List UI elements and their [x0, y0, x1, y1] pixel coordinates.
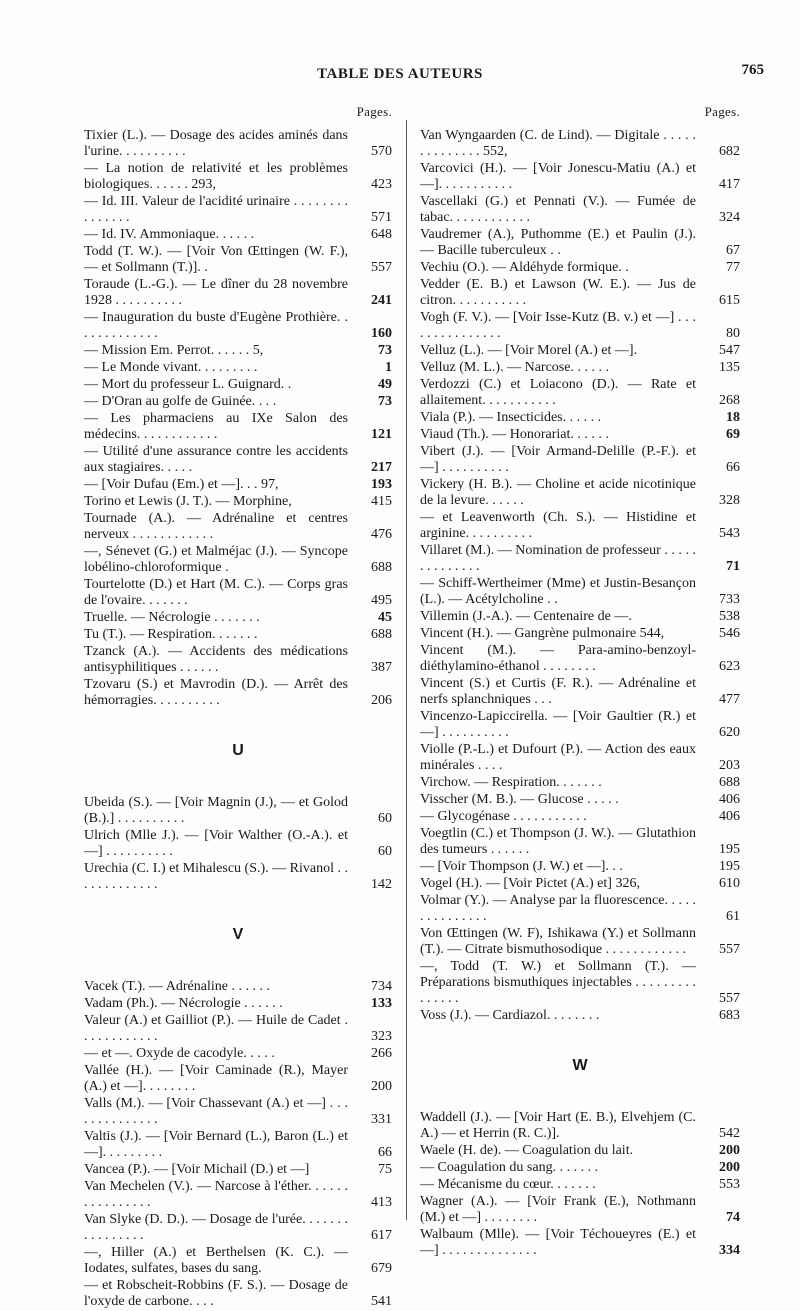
entry-text: Wagner (A.). — [Voir Frank (E.), Nothmann (M.) et —] . . . . . . . . [420, 1194, 696, 1225]
entry-text: — Mission Em. Perrot. . . . . . 5, [84, 343, 264, 358]
entry-page-number: 135 [719, 360, 740, 375]
index-entry [84, 644, 392, 676]
entry-text: Truelle. — Nécrologie . . . . . . . [84, 610, 260, 625]
entry-page-number: 571 [371, 210, 392, 225]
entry-text: — et —. Oxyde de cacodyle. . . . . [84, 1046, 275, 1061]
entry-text: Tzanck (A.). — Accidents des médications antisyphilitiques . . . . . . [84, 644, 348, 675]
entry-text: — et Robscheit-Robbins (F. S.). — Dosage de l'oxyde de carbone. . . . [84, 1278, 348, 1309]
entry-text: Vickery (H. B.). — Choline et acide nicotinique de la levure. . . . . . [420, 477, 696, 508]
index-entry [420, 161, 740, 193]
index-entry [420, 543, 740, 575]
entry-list [84, 128, 392, 1310]
index-entry [84, 1096, 392, 1128]
entry-page-number: 71 [726, 559, 740, 574]
entry-text: Valeur (A.) et Gailliot (P.). — Huile de Cadet . . . . . . . . . . . . [84, 1013, 348, 1044]
index-entry [84, 828, 392, 860]
entry-page-number: 200 [719, 1143, 740, 1158]
index-entry [84, 511, 392, 543]
entry-page-number: 61 [726, 909, 740, 924]
index-entry [420, 277, 740, 309]
index-entry [420, 510, 740, 542]
entry-page-number: 542 [719, 1126, 740, 1141]
index-entry [420, 1177, 740, 1193]
entry-text: Von Œttingen (W. F), Ishikawa (Y.) et Sollmann (T.). — Citrate bismuthosodique . . . . . . . . . . . . [420, 926, 696, 957]
entry-text: Valtis (J.). — [Voir Bernard (L.), Baron (L.) et —]. . . . . . . . . [84, 1129, 348, 1160]
index-entry [420, 1227, 740, 1259]
entry-page-number: 73 [378, 394, 392, 409]
index-entry [420, 926, 740, 958]
entry-text: Villemin (J.-A.). — Centenaire de —. [420, 609, 632, 624]
index-entry [84, 444, 392, 476]
entry-page-number: 200 [371, 1079, 392, 1094]
entry-page-number: 734 [371, 979, 392, 994]
entry-page-number: 268 [719, 393, 740, 408]
entry-page-number: 688 [719, 775, 740, 790]
entry-text: Van Mechelen (V.). — Narcose à l'éther. . . . . . . . . . . . . . . . [84, 1179, 348, 1210]
index-entry [420, 444, 740, 476]
entry-text: — Coagulation du sang. . . . . . . [420, 1160, 599, 1175]
entry-text: Vaudremer (A.), Puthomme (E.) et Paulin (J.). — Bacille tuberculeux . . [420, 227, 696, 258]
index-entry [84, 1212, 392, 1244]
entry-page-number: 648 [371, 227, 392, 242]
entry-page-number: 195 [719, 842, 740, 857]
entry-page-number: 331 [371, 1112, 392, 1127]
index-entry [420, 742, 740, 774]
index-entry [84, 1129, 392, 1161]
entry-page-number: 334 [719, 1243, 740, 1258]
index-entry [84, 277, 392, 309]
entry-text: Tu (T.). — Respiration. . . . . . . [84, 627, 258, 642]
index-entry [420, 128, 740, 160]
index-entry [84, 1162, 392, 1178]
entry-page-number: 623 [719, 659, 740, 674]
entry-page-number: 546 [719, 626, 740, 641]
index-entry [420, 576, 740, 608]
index-entry [420, 377, 740, 409]
index-entry [420, 477, 740, 509]
entry-text: — Glycogénase . . . . . . . . . . . [420, 809, 587, 824]
index-entry [84, 577, 392, 609]
index-entry [84, 1013, 392, 1045]
index-entry [84, 610, 392, 626]
index-entry [420, 809, 740, 825]
index-entry [420, 310, 740, 342]
entry-text: Vincent (S.) et Curtis (F. R.). — Adrénaline et nerfs splanchniques . . . [420, 676, 696, 707]
index-entry [84, 244, 392, 276]
index-entry [420, 1194, 740, 1226]
index-entry [84, 627, 392, 643]
entry-text: Urechia (C. I.) et Mihalescu (S.). — Rivanol . . . . . . . . . . . . . [84, 861, 348, 892]
entry-page-number: 553 [719, 1177, 740, 1192]
index-entry [84, 795, 392, 827]
entry-text: Voegtlin (C.) et Thompson (J. W.). — Glutathion des tumeurs . . . . . . [420, 826, 696, 857]
entry-page-number: 142 [371, 877, 392, 892]
index-entry [420, 893, 740, 925]
entry-page-number: 541 [371, 1294, 392, 1309]
entry-text: — [Voir Thompson (J. W.) et —]. . . [420, 859, 623, 874]
entry-page-number: 477 [719, 692, 740, 707]
entry-page-number: 570 [371, 144, 392, 159]
entry-page-number: 324 [719, 210, 740, 225]
entry-page-number: 66 [726, 460, 740, 475]
entry-page-number: 557 [719, 942, 740, 957]
index-entry [84, 1278, 392, 1310]
index-entry [420, 775, 740, 791]
entry-page-number: 387 [371, 660, 392, 675]
entry-text: Volmar (Y.). — Analyse par la fluorescence. . . . . . . . . . . . . . . [420, 893, 696, 924]
index-entry [420, 959, 740, 1007]
column-divider [406, 120, 407, 1220]
entry-page-number: 133 [371, 996, 392, 1011]
index-entry [84, 494, 392, 510]
index-entry [420, 792, 740, 808]
pages-column-label: Pages. [356, 104, 392, 119]
index-entry [84, 411, 392, 443]
entry-page-number: 415 [371, 494, 392, 509]
entry-text: — La notion de relativité et les problèmes biologiques. . . . . . 293, [84, 161, 348, 192]
index-entry [84, 1245, 392, 1277]
entry-page-number: 60 [378, 811, 392, 826]
entry-page-number: 495 [371, 593, 392, 608]
entry-page-number: 557 [719, 991, 740, 1006]
entry-page-number: 682 [719, 144, 740, 159]
entry-page-number: 733 [719, 592, 740, 607]
entry-page-number: 160 [371, 326, 392, 341]
entry-page-number: 67 [726, 243, 740, 258]
index-entry [420, 626, 740, 642]
entry-page-number: 200 [719, 1160, 740, 1175]
index-entry [420, 227, 740, 259]
entry-text: Vancea (P.). — [Voir Michail (D.) et —] [84, 1162, 310, 1177]
entry-page-number: 80 [726, 326, 740, 341]
entry-page-number: 241 [371, 293, 392, 308]
entry-text: Vedder (E. B.) et Lawson (W. E.). — Jus de citron. . . . . . . . . . . [420, 277, 696, 308]
entry-text: Ubeida (S.). — [Voir Magnin (J.), — et Golod (B.).] . . . . . . . . . . [84, 795, 348, 826]
entry-page-number: 557 [371, 260, 392, 275]
entry-text: Valls (M.). — [Voir Chassevant (A.) et —] . . . . . . . . . . . . . . [84, 1096, 348, 1127]
entry-page-number: 203 [719, 758, 740, 773]
entry-page-number: 74 [726, 1210, 740, 1225]
index-entry [84, 343, 392, 359]
entry-page-number: 121 [371, 427, 392, 442]
entry-page-number: 18 [726, 410, 740, 425]
entry-text: Vincent (H.). — Gangrène pulmonaire 544, [420, 626, 665, 641]
entry-page-number: 615 [719, 293, 740, 308]
entry-text: Vogh (F. V.). — [Voir Isse-Kutz (B. v.) et —] . . . . . . . . . . . . . . . [420, 310, 696, 341]
entry-text: Van Slyke (D. D.). — Dosage de l'urée. . . . . . . . . . . . . . . . [84, 1212, 348, 1243]
entry-text: Visscher (M. B.). — Glucose . . . . . [420, 792, 619, 807]
entry-text: Velluz (M. L.). — Narcose. . . . . . [420, 360, 609, 375]
entry-text: — Les pharmaciens au IXe Salon des médecins. . . . . . . . . . . . [84, 411, 348, 442]
entry-page-number: 66 [378, 1145, 392, 1160]
entry-page-number: 688 [371, 627, 392, 642]
index-entry [420, 194, 740, 226]
index-entry [420, 876, 740, 892]
entry-text: Verdozzi (C.) et Loiacono (D.). — Rate et allaitement. . . . . . . . . . . [420, 377, 696, 408]
index-entry [84, 360, 392, 376]
entry-text: Vechiu (O.). — Aldéhyde formique. . [420, 260, 629, 275]
entry-page-number: 45 [378, 610, 392, 625]
index-entry [84, 544, 392, 576]
entry-text: — [Voir Dufau (Em.) et —]. . . 97, [84, 477, 279, 492]
entry-page-number: 60 [378, 844, 392, 859]
entry-text: Vascellaki (G.) et Pennati (V.). — Fumée de tabac. . . . . . . . . . . . [420, 194, 696, 225]
entry-page-number: 49 [378, 377, 392, 392]
entry-page-number: 73 [378, 343, 392, 358]
entry-page-number: 217 [371, 460, 392, 475]
entry-text: Villaret (M.). — Nomination de professeur . . . . . . . . . . . . . . [420, 543, 696, 574]
entry-text: Ulrich (Mlle J.). — [Voir Walther (O.-A.). et —] . . . . . . . . . . [84, 828, 348, 859]
index-entry [84, 310, 392, 342]
index-entry [84, 128, 392, 160]
entry-text: Tixier (L.). — Dosage des acides aminés dans l'urine. . . . . . . . . . [84, 128, 348, 159]
entry-page-number: 406 [719, 809, 740, 824]
entry-text: — Mort du professeur L. Guignard. . [84, 377, 292, 392]
index-entry [84, 377, 392, 393]
index-entry [420, 1008, 740, 1024]
index-entry [420, 410, 740, 426]
entry-page-number: 679 [371, 1261, 392, 1276]
entry-page-number: 406 [719, 792, 740, 807]
entry-text: Van Wyngaarden (C. de Lind). — Digitale . . . . . . . . . . . . . . 552, [420, 128, 696, 159]
index-entry [84, 194, 392, 226]
entry-page-number: 547 [719, 343, 740, 358]
entry-text: Tourtelotte (D.) et Hart (M. C.). — Corps gras de l'ovaire. . . . . . . [84, 577, 348, 608]
entry-page-number: 69 [726, 427, 740, 442]
entry-page-number: 610 [719, 876, 740, 891]
section-letter: W [572, 1057, 588, 1074]
entry-page-number: 423 [371, 177, 392, 192]
entry-text: Viala (P.). — Insecticides. . . . . . [420, 410, 602, 425]
index-entry [84, 979, 392, 995]
entry-page-number: 683 [719, 1008, 740, 1023]
index-entry [84, 996, 392, 1012]
entry-page-number: 323 [371, 1029, 392, 1044]
right-column [420, 104, 740, 1260]
index-entry [420, 709, 740, 741]
entry-text: — Id. IV. Ammoniaque. . . . . . [84, 227, 255, 242]
index-entry [420, 343, 740, 359]
index-entry [420, 260, 740, 276]
entry-text: Viaud (Th.). — Honorariat. . . . . . [420, 427, 609, 442]
entry-page-number: 688 [371, 560, 392, 575]
index-entry [84, 1063, 392, 1095]
entry-text: Vogel (H.). — [Voir Pictet (A.) et] 326, [420, 876, 640, 891]
index-entry [84, 677, 392, 709]
entry-page-number: 543 [719, 526, 740, 541]
entry-page-number: 476 [371, 527, 392, 542]
entry-text: Vincent (M.). — Para-amino-benzoyl-diéthylamino-éthanol . . . . . . . . [420, 643, 696, 674]
page-number: 765 [741, 62, 764, 78]
entry-text: —, Todd (T. W.) et Sollmann (T.). — Préparations bismuthiques injectables . . . . . . . . . . . . . . . [420, 959, 696, 1006]
entry-page-number: 77 [726, 260, 740, 275]
entry-text: — Utilité d'une assurance contre les accidents aux stagiaires. . . . . [84, 444, 348, 475]
entry-text: — Mécanisme du cœur. . . . . . . [420, 1177, 596, 1192]
index-entry [84, 861, 392, 893]
index-entry [420, 643, 740, 675]
entry-text: —, Hiller (A.) et Berthelsen (K. C.). — Iodates, sulfates, bases du sang. [84, 1245, 348, 1276]
index-entry [420, 826, 740, 858]
entry-text: Varcovici (H.). — [Voir Jonescu-Matiu (A.) et —]. . . . . . . . . . . [420, 161, 696, 192]
entry-page-number: 620 [719, 725, 740, 740]
entry-text: Voss (J.). — Cardiazol. . . . . . . . [420, 1008, 600, 1023]
pages-column-label: Pages. [704, 104, 740, 119]
entry-page-number: 266 [371, 1046, 392, 1061]
entry-text: Vibert (J.). — [Voir Armand-Delille (P.-F.). et —] . . . . . . . . . . [420, 444, 696, 475]
entry-page-number: 193 [371, 477, 392, 492]
entry-text: Vacek (T.). — Adrénaline . . . . . . [84, 979, 270, 994]
left-column [84, 104, 392, 1311]
index-entry [84, 161, 392, 193]
index-entry [420, 427, 740, 443]
entry-text: Vallée (H.). — [Voir Caminade (R.), Mayer (A.) et —]. . . . . . . . [84, 1063, 348, 1094]
entry-page-number: 617 [371, 1228, 392, 1243]
entry-text: Vadam (Ph.). — Nécrologie . . . . . . [84, 996, 283, 1011]
entry-page-number: 195 [719, 859, 740, 874]
entry-text: Velluz (L.). — [Voir Morel (A.) et —]. [420, 343, 638, 358]
entry-text: Virchow. — Respiration. . . . . . . [420, 775, 602, 790]
entry-page-number: 1 [385, 360, 392, 375]
entry-list [420, 128, 740, 1259]
index-entry [84, 1046, 392, 1062]
index-entry [420, 676, 740, 708]
entry-text: Waddell (J.). — [Voir Hart (E. B.), Elvehjem (C. A.) — et Herrin (R. C.)]. [420, 1110, 696, 1141]
entry-text: Walbaum (Mlle). — [Voir Téchoueyres (E.) et —] . . . . . . . . . . . . . . [420, 1227, 696, 1258]
index-entry [420, 1143, 740, 1159]
entry-text: Toraude (L.-G.). — Le dîner du 28 novembre 1928 . . . . . . . . . . [84, 277, 348, 308]
index-entry [84, 394, 392, 410]
entry-page-number: 328 [719, 493, 740, 508]
entry-text: — Schiff-Wertheimer (Mme) et Justin-Besançon (L.). — Acétylcholine . . [420, 576, 696, 607]
entry-text: Tournade (A.). — Adrénaline et centres nerveux . . . . . . . . . . . . [84, 511, 348, 542]
entry-text: — Id. III. Valeur de l'acidité urinaire . . . . . . . . . . . . . . . [84, 194, 348, 225]
entry-text: Tzovaru (S.) et Mavrodin (D.). — Arrêt des hémorragies. . . . . . . . . . [84, 677, 348, 708]
entry-text: Violle (P.-L.) et Dufourt (P.). — Action des eaux minérales . . . . [420, 742, 696, 773]
index-entry [420, 1110, 740, 1142]
entry-page-number: 75 [378, 1162, 392, 1177]
index-entry [84, 227, 392, 243]
entry-page-number: 417 [719, 177, 740, 192]
entry-text: —, Sénevet (G.) et Malméjac (J.). — Syncope lobélino-chloroformique . [84, 544, 348, 575]
index-entry [420, 360, 740, 376]
running-head-title: TABLE DES AUTEURS [317, 66, 483, 82]
index-entry [420, 1160, 740, 1176]
index-entry [84, 1179, 392, 1211]
index-entry [84, 477, 392, 493]
entry-text: Waele (H. de). — Coagulation du lait. [420, 1143, 634, 1158]
entry-page-number: 206 [371, 693, 392, 708]
entry-text: — Inauguration du buste d'Eugène Prothière. . . . . . . . . . . . . [84, 310, 348, 341]
entry-page-number: 538 [719, 609, 740, 624]
entry-text: Todd (T. W.). — [Voir Von Œttingen (W. F.), — et Sollmann (T.)]. . [84, 244, 348, 275]
entry-text: — D'Oran au golfe de Guinée. . . . [84, 394, 277, 409]
entry-page-number: 413 [371, 1195, 392, 1210]
section-letter: U [232, 742, 244, 759]
entry-text: — et Leavenworth (Ch. S.). — Histidine et arginine. . . . . . . . . . [420, 510, 696, 541]
section-letter: V [232, 926, 244, 943]
index-entry [420, 859, 740, 875]
entry-text: — Le Monde vivant. . . . . . . . . [84, 360, 258, 375]
entry-text: Torino et Lewis (J. T.). — Morphine, [84, 494, 292, 509]
entry-text: Vincenzo-Lapiccirella. — [Voir Gaultier (R.) et —] . . . . . . . . . . [420, 709, 696, 740]
index-entry [420, 609, 740, 625]
